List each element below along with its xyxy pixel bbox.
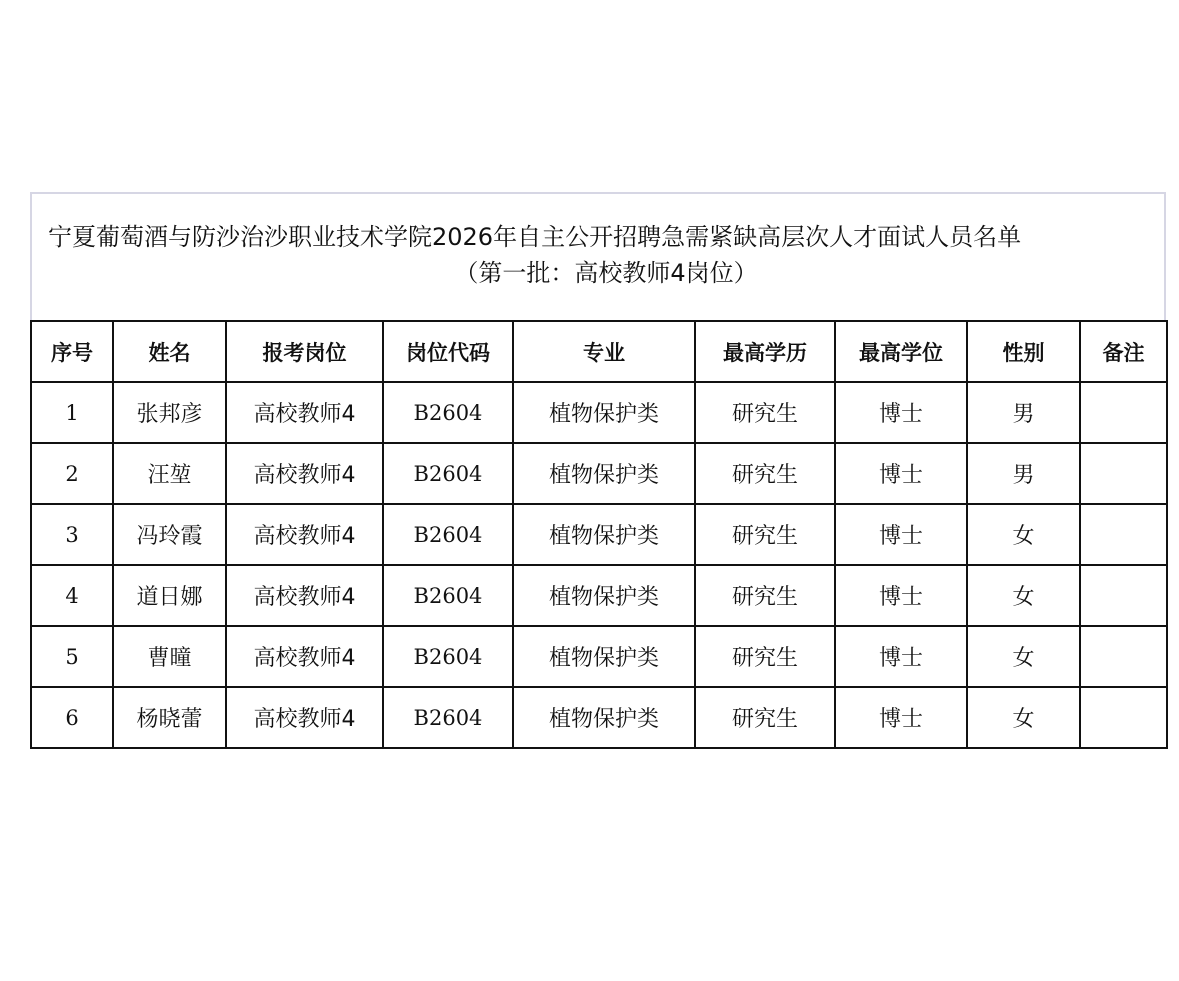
cell-index: 4 (31, 565, 113, 626)
cell-education: 研究生 (695, 382, 835, 443)
cell-education: 研究生 (695, 687, 835, 748)
cell-education: 研究生 (695, 626, 835, 687)
cell-index: 1 (31, 382, 113, 443)
cell-index: 6 (31, 687, 113, 748)
cell-remark (1080, 565, 1167, 626)
cell-major: 植物保护类 (513, 382, 695, 443)
header-remark: 备注 (1080, 321, 1167, 382)
cell-position: 高校教师4 (226, 687, 383, 748)
cell-education: 研究生 (695, 504, 835, 565)
cell-major: 植物保护类 (513, 687, 695, 748)
cell-name: 张邦彦 (113, 382, 226, 443)
cell-code: B2604 (383, 443, 513, 504)
cell-gender: 女 (967, 687, 1080, 748)
cell-remark (1080, 687, 1167, 748)
header-gender: 性别 (967, 321, 1080, 382)
cell-name: 杨晓蕾 (113, 687, 226, 748)
cell-index: 5 (31, 626, 113, 687)
cell-major: 植物保护类 (513, 504, 695, 565)
cell-code: B2604 (383, 565, 513, 626)
cell-degree: 博士 (835, 626, 967, 687)
cell-remark (1080, 626, 1167, 687)
cell-degree: 博士 (835, 382, 967, 443)
table-row (31, 382, 1167, 443)
cell-major: 植物保护类 (513, 443, 695, 504)
table-row (31, 504, 1167, 565)
header-degree: 最高学位 (835, 321, 967, 382)
cell-remark (1080, 504, 1167, 565)
cell-name: 汪堃 (113, 443, 226, 504)
cell-degree: 博士 (835, 443, 967, 504)
cell-name: 道日娜 (113, 565, 226, 626)
cell-major: 植物保护类 (513, 626, 695, 687)
cell-position: 高校教师4 (226, 504, 383, 565)
cell-code: B2604 (383, 382, 513, 443)
cell-degree: 博士 (835, 504, 967, 565)
cell-gender: 男 (967, 443, 1080, 504)
cell-education: 研究生 (695, 565, 835, 626)
cell-remark (1080, 443, 1167, 504)
table-row (31, 626, 1167, 687)
cell-remark (1080, 382, 1167, 443)
header-major: 专业 (513, 321, 695, 382)
header-index: 序号 (31, 321, 113, 382)
cell-position: 高校教师4 (226, 565, 383, 626)
cell-degree: 博士 (835, 687, 967, 748)
header-education: 最高学历 (695, 321, 835, 382)
cell-name: 冯玲霞 (113, 504, 226, 565)
title-box (30, 192, 1166, 320)
header-position: 报考岗位 (226, 321, 383, 382)
header-name: 姓名 (113, 321, 226, 382)
table-row (31, 565, 1167, 626)
table-row (31, 687, 1167, 748)
cell-position: 高校教师4 (226, 626, 383, 687)
cell-code: B2604 (383, 687, 513, 748)
cell-code: B2604 (383, 504, 513, 565)
cell-gender: 女 (967, 565, 1080, 626)
cell-index: 3 (31, 504, 113, 565)
cell-degree: 博士 (835, 565, 967, 626)
cell-name: 曹曈 (113, 626, 226, 687)
cell-position: 高校教师4 (226, 382, 383, 443)
cell-education: 研究生 (695, 443, 835, 504)
cell-position: 高校教师4 (226, 443, 383, 504)
candidate-table (30, 320, 1168, 749)
cell-code: B2604 (383, 626, 513, 687)
cell-gender: 女 (967, 504, 1080, 565)
table-row (31, 443, 1167, 504)
cell-gender: 男 (967, 382, 1080, 443)
cell-index: 2 (31, 443, 113, 504)
document-subtitle: （第一批：高校教师4岗位） (454, 259, 758, 287)
table-header-row (31, 321, 1167, 382)
document-title: 宁夏葡萄酒与防沙治沙职业技术学院2026年自主公开招聘急需紧缺高层次人才面试人员名单 (48, 223, 1022, 251)
cell-gender: 女 (967, 626, 1080, 687)
header-code: 岗位代码 (383, 321, 513, 382)
cell-major: 植物保护类 (513, 565, 695, 626)
interview-list-sheet (30, 192, 1166, 749)
